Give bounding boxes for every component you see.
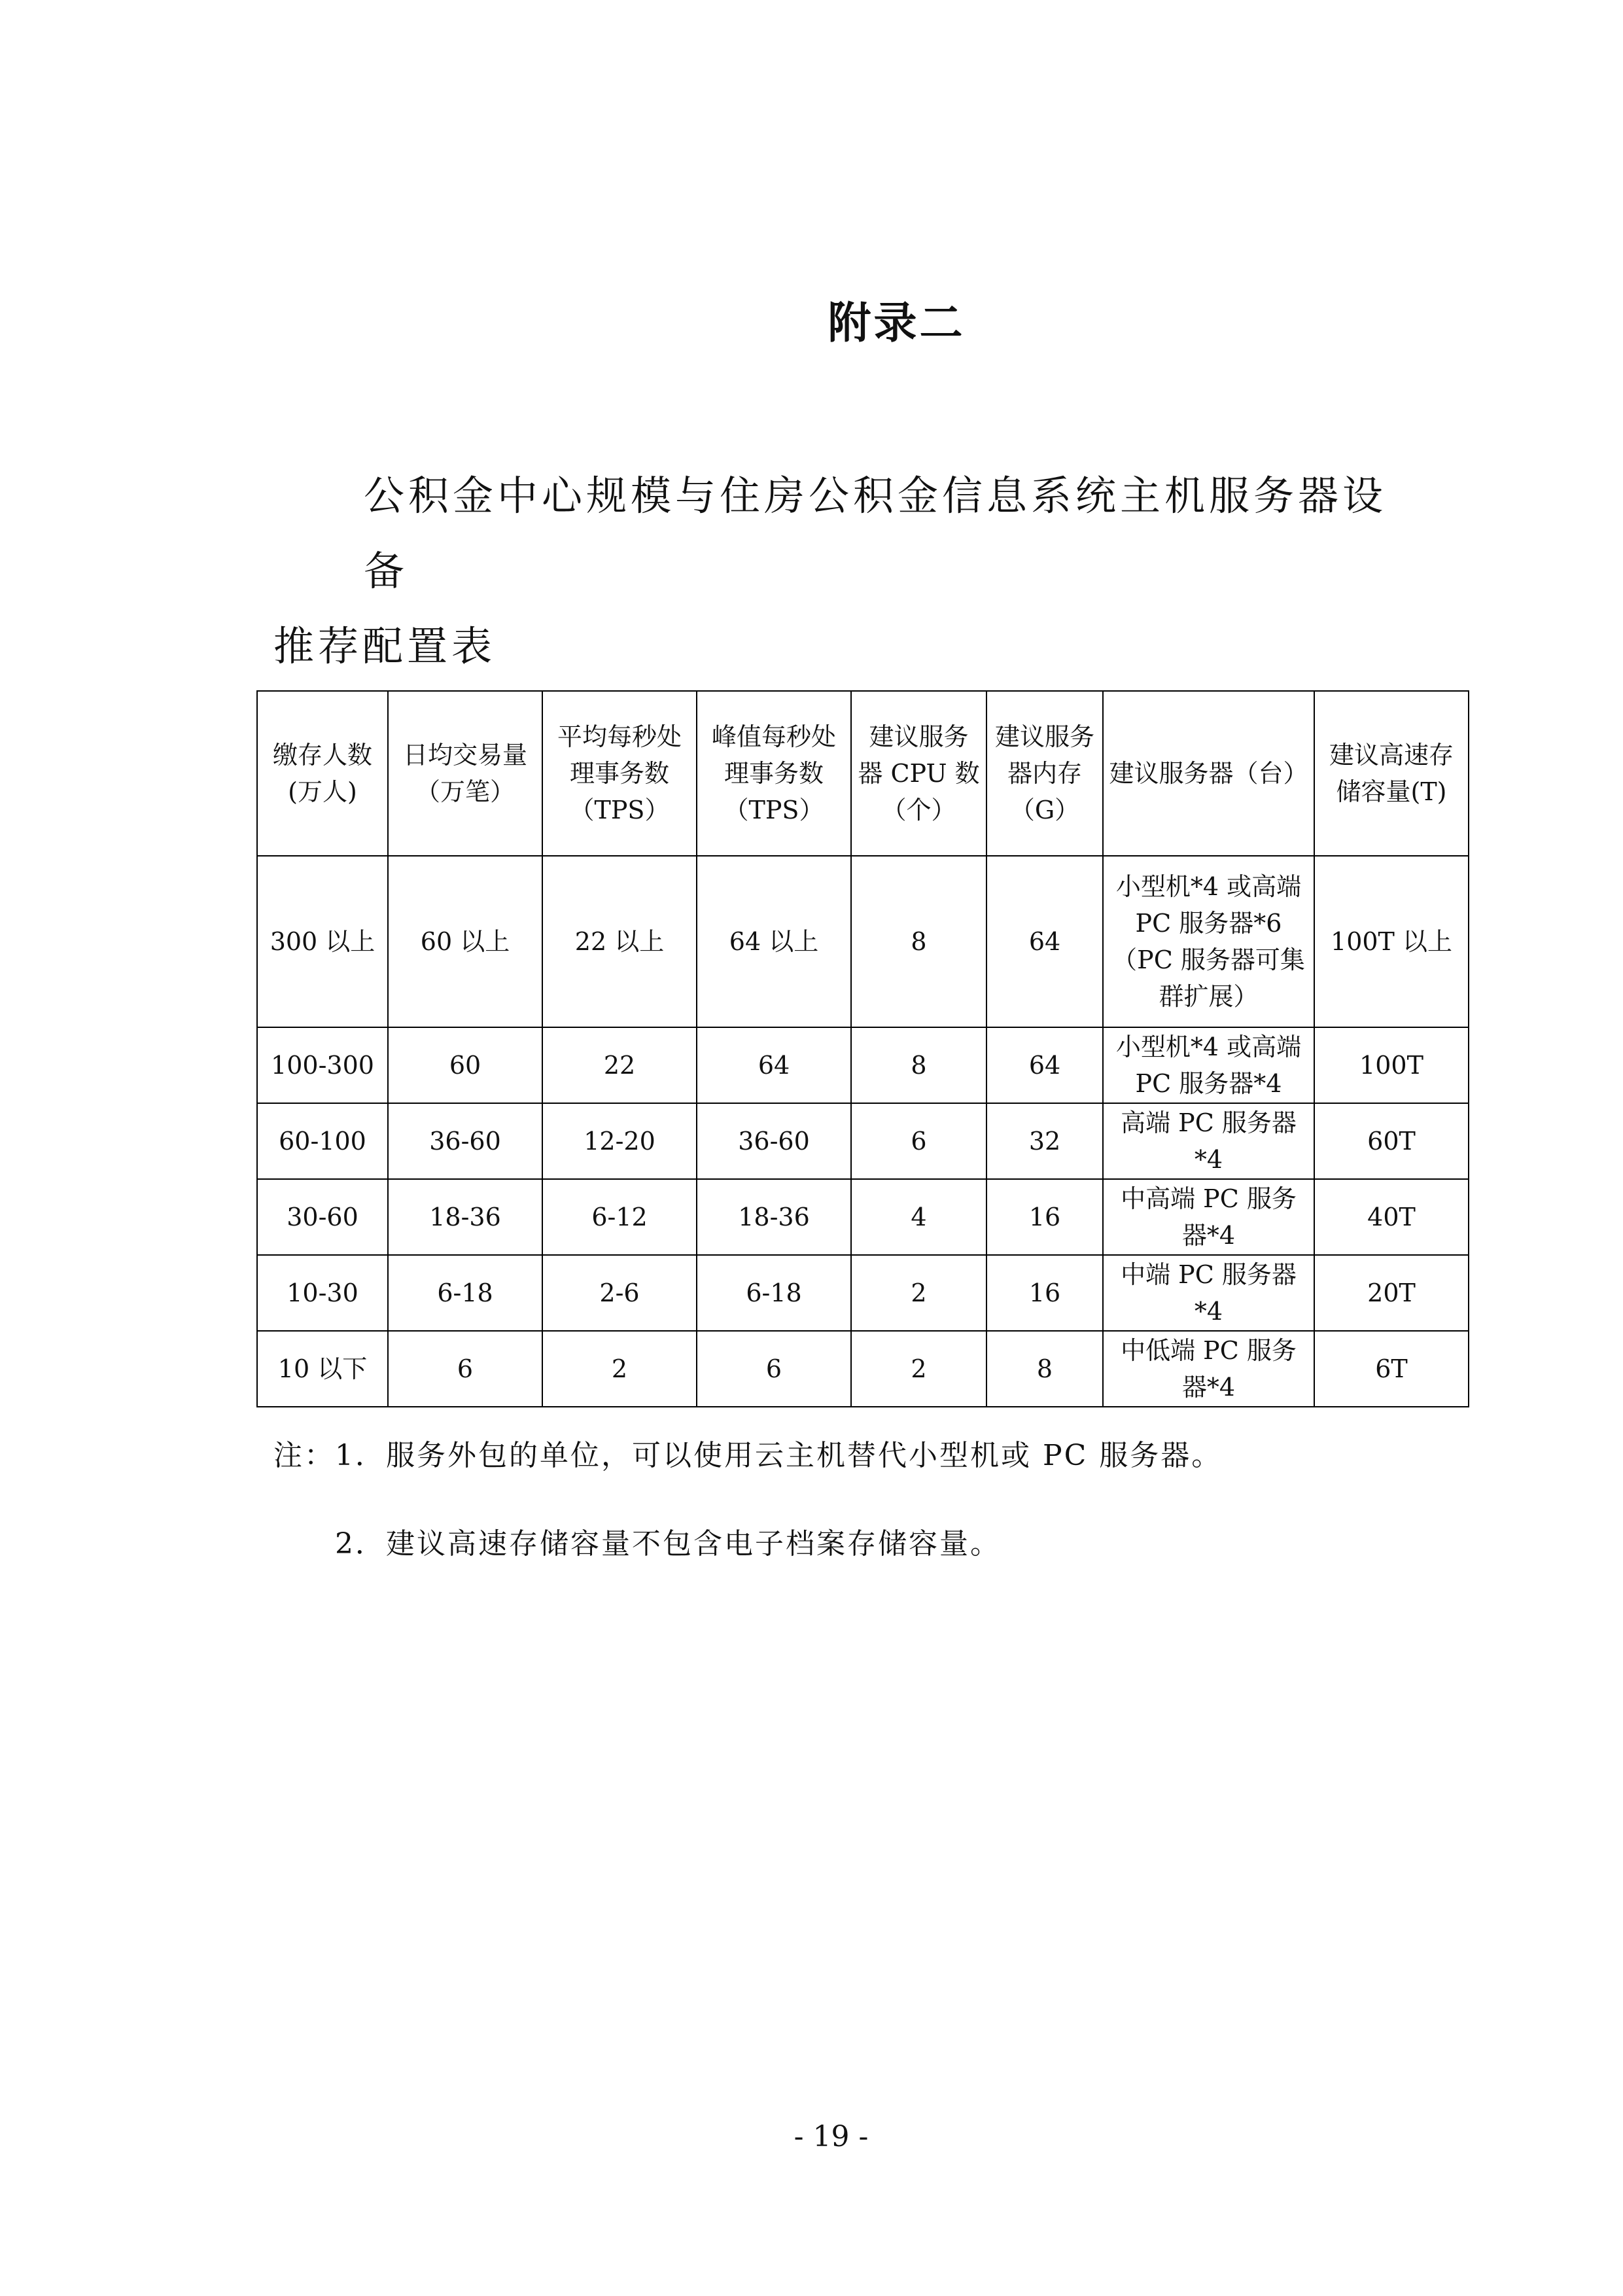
table-row bbox=[257, 1331, 1469, 1407]
table-cell: 6-18 bbox=[697, 1255, 851, 1331]
table-cell: 18-36 bbox=[697, 1179, 851, 1255]
table-cell: 36-60 bbox=[697, 1103, 851, 1179]
table-cell: 64 bbox=[986, 1027, 1103, 1103]
table-cell: 中低端 PC 服务器*4 bbox=[1103, 1331, 1314, 1407]
col-header-members: 缴存人数(万人) bbox=[257, 691, 388, 856]
table-cell: 60 bbox=[388, 1027, 542, 1103]
table-cell: 2 bbox=[542, 1331, 697, 1407]
col-header-peak-tps: 峰值每秒处理事务数（TPS） bbox=[697, 691, 851, 856]
table-title bbox=[273, 458, 1412, 684]
table-cell: 22 以上 bbox=[542, 856, 697, 1027]
table-cell: 小型机*4 或高端 PC 服务器*4 bbox=[1103, 1027, 1314, 1103]
table-cell: 100T bbox=[1314, 1027, 1469, 1103]
table-cell: 20T bbox=[1314, 1255, 1469, 1331]
table-row bbox=[257, 1255, 1469, 1331]
table-cell: 6 bbox=[697, 1331, 851, 1407]
table-cell: 18-36 bbox=[388, 1179, 542, 1255]
table-cell: 16 bbox=[986, 1255, 1103, 1331]
col-header-daily-transactions: 日均交易量（万笔） bbox=[388, 691, 542, 856]
table-cell: 4 bbox=[851, 1179, 986, 1255]
table-cell: 中高端 PC 服务器*4 bbox=[1103, 1179, 1314, 1255]
table-cell: 2 bbox=[851, 1331, 986, 1407]
table-cell: 12-20 bbox=[542, 1103, 697, 1179]
table-cell: 300 以上 bbox=[257, 856, 388, 1027]
table-cell: 30-60 bbox=[257, 1179, 388, 1255]
table-cell: 10-30 bbox=[257, 1255, 388, 1331]
table-cell: 高端 PC 服务器*4 bbox=[1103, 1103, 1314, 1179]
col-header-memory: 建议服务器内存（G） bbox=[986, 691, 1103, 856]
table-cell: 22 bbox=[542, 1027, 697, 1103]
table-cell: 中端 PC 服务器*4 bbox=[1103, 1255, 1314, 1331]
col-header-servers: 建议服务器（台） bbox=[1103, 691, 1314, 856]
note-2: 2．建议高速存储容量不包含电子档案存储容量。 bbox=[335, 1527, 1001, 1561]
table-cell: 6T bbox=[1314, 1331, 1469, 1407]
table-title-line1: 公积金中心规模与住房公积金信息系统主机服务器设备 bbox=[364, 472, 1387, 595]
table-cell: 64 bbox=[986, 856, 1103, 1027]
table-row bbox=[257, 1179, 1469, 1255]
table-cell: 10 以下 bbox=[257, 1331, 388, 1407]
col-header-storage: 建议高速存储容量(T) bbox=[1314, 691, 1469, 856]
table-title-line2: 推荐配置表 bbox=[273, 622, 497, 670]
note-1: 注：1．服务外包的单位，可以使用云主机替代小型机或 PC 服务器。 bbox=[273, 1439, 1223, 1472]
table-cell: 16 bbox=[986, 1179, 1103, 1255]
col-header-cpu: 建议服务器 CPU 数（个） bbox=[851, 691, 986, 856]
table-cell: 2-6 bbox=[542, 1255, 697, 1331]
table-cell: 6 bbox=[388, 1331, 542, 1407]
table-cell: 6 bbox=[851, 1103, 986, 1179]
table-cell: 60T bbox=[1314, 1103, 1469, 1179]
col-header-avg-tps: 平均每秒处理事务数（TPS） bbox=[542, 691, 697, 856]
table-cell: 6-18 bbox=[388, 1255, 542, 1331]
table-row bbox=[257, 1027, 1469, 1103]
table-cell: 40T bbox=[1314, 1179, 1469, 1255]
page-number-text: - 19 - bbox=[794, 2120, 869, 2153]
table-cell: 64 以上 bbox=[697, 856, 851, 1027]
table-row bbox=[257, 1103, 1469, 1179]
config-table bbox=[256, 690, 1469, 1407]
table-header-row bbox=[257, 691, 1469, 856]
table-cell: 8 bbox=[851, 1027, 986, 1103]
page-number bbox=[0, 2120, 1623, 2153]
table-cell: 100-300 bbox=[257, 1027, 388, 1103]
table-row bbox=[257, 856, 1469, 1027]
table-cell: 32 bbox=[986, 1103, 1103, 1179]
table-cell: 100T 以上 bbox=[1314, 856, 1469, 1027]
table-cell: 8 bbox=[851, 856, 986, 1027]
appendix-heading-text: 附录二 bbox=[828, 298, 966, 348]
table-cell: 8 bbox=[986, 1331, 1103, 1407]
table-cell: 6-12 bbox=[542, 1179, 697, 1255]
table-cell: 2 bbox=[851, 1255, 986, 1331]
appendix-heading bbox=[0, 288, 1623, 350]
table-cell: 60 以上 bbox=[388, 856, 542, 1027]
table-cell: 64 bbox=[697, 1027, 851, 1103]
table-cell: 36-60 bbox=[388, 1103, 542, 1179]
table-cell: 60-100 bbox=[257, 1103, 388, 1179]
table-cell: 小型机*4 或高端 PC 服务器*6（PC 服务器可集群扩展） bbox=[1103, 856, 1314, 1027]
